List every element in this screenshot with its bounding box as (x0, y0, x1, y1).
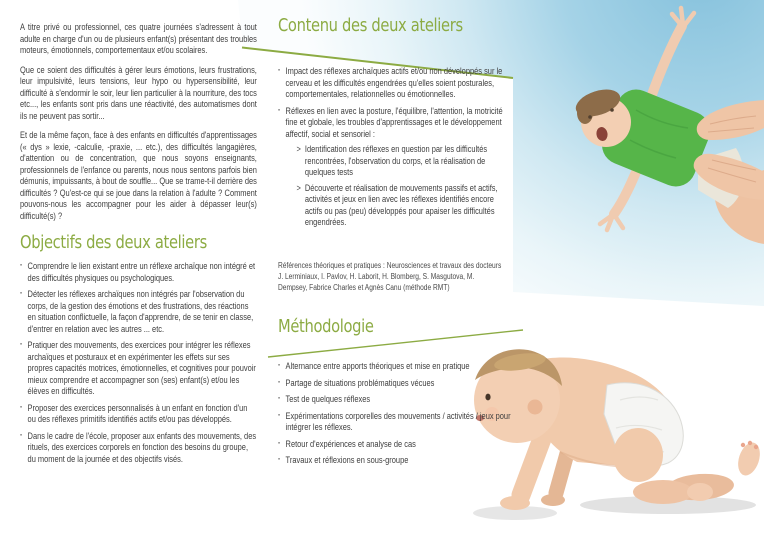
list-item (20, 289, 257, 335)
photo-crawling-baby (473, 349, 764, 520)
left-column (20, 22, 257, 470)
intro-paragraph: Que ce soient des difficultés à gérer leurs émotions, leurs frustrations, leur impulsivité, leurs tensions, leur hypo ou hypersensibilité, leur difficulté à s'endormir le soir, leur lien particulier à la nourriture, des tocs etc..., les enfants sont pris dans une réactivité, des automatismes dont ils ne peuvent pas sortir... (20, 64, 257, 121)
bullet-text: Détecter les réflexes archaïques non intégrés par l'observation du corps, de la gestion des émotions et des frustrations, des réactions en situation conflictuelle, la façon d'apprendre, de se tenir en classe, d'entrer en relation avec les autres ... etc. (27, 289, 254, 334)
sub-list-item (296, 183, 510, 229)
bullet-marker: · (278, 409, 281, 420)
list-item (20, 403, 257, 426)
bullet-marker: · (20, 429, 23, 440)
bullet-marker: · (278, 104, 281, 115)
baby-toes (754, 445, 758, 449)
intro-paragraph: A titre privé ou professionnel, ces quatre journées s'adressent à tout adulte en charge d'un ou de plusieurs enfant(s) présentant des troubles moteurs, émotionnels, comportementaux et/ou scolaires. (20, 22, 257, 55)
sub-list-item (296, 144, 510, 179)
bullet-text: Réflexes en lien avec la posture, l'équilibre, l'attention, la motricité fine et globale, les troubles d'apprentissages et le développement affectif, social et sensoriel : (285, 105, 503, 139)
list-item (20, 431, 257, 466)
bullet-marker: · (278, 65, 281, 75)
bullet-marker: · (278, 360, 281, 370)
bullet-text: Alternance entre apports théoriques et mise en pratique (285, 361, 470, 371)
bullet-marker: · (20, 260, 23, 270)
list-item (278, 394, 511, 406)
bullet-text: Travaux et réflexions en sous-groupe (285, 455, 409, 465)
list-item (278, 439, 511, 451)
child-eye (588, 115, 592, 119)
references-note: Références théoriques et pratiques : Neurosciences et travaux des docteurs J. Lerminiaux, I. Pavlov, H. Laborit, H. Blomberg, S. Masgutova, M. Dempsey, Fabrice Charles et Agnès Canu (méthode RMT) (278, 261, 502, 292)
objectifs-heading: Objectifs des deux ateliers (20, 233, 207, 253)
sub-bullet-marker: > (296, 144, 301, 154)
objectifs-list (20, 261, 257, 465)
list-item (278, 378, 511, 390)
baby-far-hand (541, 494, 565, 506)
bullet-text: Comprendre le lien existant entre un réflexe archaïque non intégré et des difficultés physiques ou psychologiques. (27, 261, 256, 283)
list-item (278, 411, 511, 434)
bullet-text: Dans le cadre de l'école, proposer aux enfants des mouvements, des rituels, des exercices corporels en fonction des besoins du groupe, du moment de la journée et des objectifs visés. (27, 430, 257, 464)
bullet-marker: · (20, 401, 23, 412)
list-item (20, 261, 257, 284)
child-eye (610, 108, 614, 112)
list-item (278, 455, 511, 467)
sub-bullet-text: Découverte et réalisation de mouvements passifs et actifs, activités et jeux en lien avec les réflexes identifiés encore actifs ou pas (peu) développés pour apaiser les difficultés engendrées. (304, 182, 498, 227)
methodologie-heading: Méthodologie (278, 317, 374, 337)
contenu-section-header (278, 16, 530, 36)
child-hair-side (577, 102, 593, 124)
baby-foot (734, 440, 764, 479)
bullet-text: Partage de situations problématiques vécues (285, 377, 435, 388)
methodologie-section-header (278, 317, 530, 337)
baby-toes (741, 443, 745, 447)
contenu-list (278, 66, 511, 234)
contenu-sublist (296, 144, 510, 229)
bullet-marker: · (278, 393, 281, 403)
baby-near-foot (687, 483, 713, 501)
bullet-text: Proposer des exercices personnalisés à un enfant en fonction d'un ou des réflexes primitifs identifiés actifs et/ou pas développés. (27, 402, 248, 424)
baby-near-hand (500, 496, 530, 510)
bullet-marker: · (278, 437, 281, 448)
bullet-marker: · (20, 339, 23, 349)
intro-paragraph: Et de la même façon, face à des enfants en difficultés d'apprentissages (« dys » lexie, -calculie, -praxie, ... etc.), des difficultés langagières, d'attention ou de concentration, que nous soyons enseignants, professionnels de l'enfance ou parents, nous nous sentons parfois bien démunis, impuissants, à bout de souffle... Que se trame-t-il derrière des difficultés ? Qu'est-ce qui se joue dans la relation à l'adulte ? Comment pouvons-nous les accompagner pour les aider à dépasser leur(s) difficulté(s) ? (20, 130, 257, 221)
baby-toes (748, 441, 752, 445)
contenu-heading: Contenu des deux ateliers (278, 16, 463, 36)
list-item (278, 66, 511, 101)
bullet-text: Impact des réflexes archaïques actifs et/ou non développés sur le cerveau et les difficultés engendrées qu'elles soient posturales, comportementales, relationnelles ou émotionnelles. (285, 66, 503, 99)
baby-ear (528, 400, 543, 415)
bullet-text: Pratiquer des mouvements, des exercices pour intégrer les réflexes archaïques et posturaux et en expérimenter les effets sur ses propres capacités motrices, émotionnelles, et cognitives pour pouvoir mieux comprendre et accompagner son (ses) enfant(s) et/ou les élèves en difficultés. (27, 340, 256, 396)
baby-shin (633, 480, 693, 504)
bullet-text: Test de quelques réflexes (285, 394, 371, 404)
bullet-text: Retour d'expériences et analyse de cas (285, 438, 416, 449)
list-item (278, 106, 511, 229)
list-item (20, 340, 257, 398)
baby-thigh (613, 428, 663, 482)
list-item (278, 361, 511, 373)
sub-bullet-text: Identification des réflexes en question par les difficultés rencontrées, l'observation du corps, et la réalisation de quelques tests (304, 144, 488, 177)
bullet-text: Expérimentations corporelles des mouvements / activités / jeux pour intégrer les réflexes. (285, 410, 511, 432)
methodologie-list (278, 361, 511, 472)
bullet-marker: · (278, 376, 281, 387)
bullet-marker: · (278, 454, 281, 464)
sub-bullet-marker: > (296, 182, 301, 193)
bullet-marker: · (20, 288, 23, 298)
